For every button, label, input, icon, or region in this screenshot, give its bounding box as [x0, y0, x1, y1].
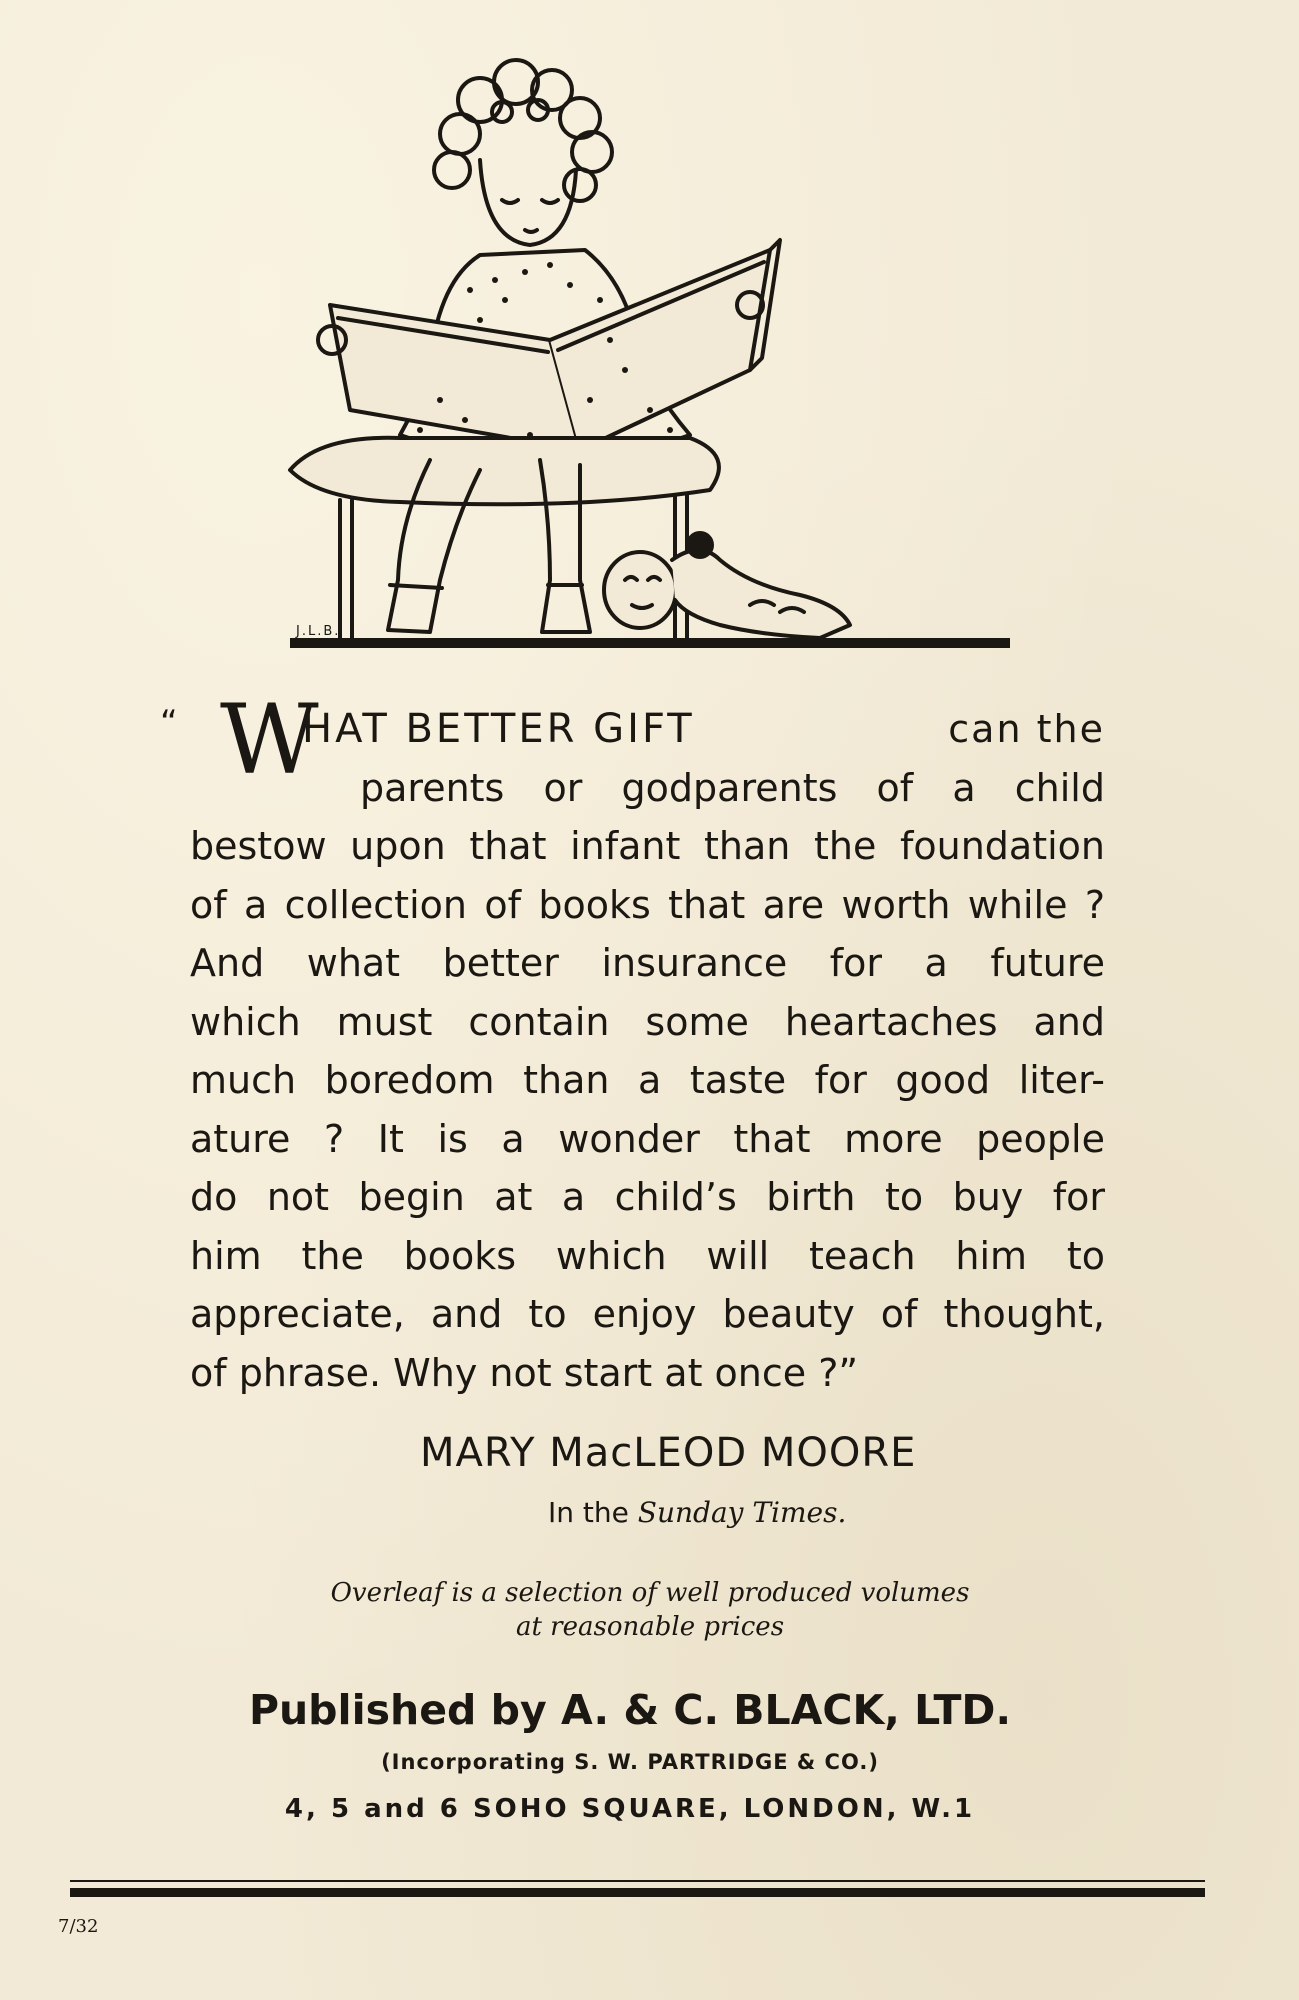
quote-line: much boredom than a taste for good liter-: [190, 1058, 1105, 1102]
quote-source: [548, 1496, 846, 1529]
quote-author: MARY MacLEOD MOORE: [420, 1430, 917, 1476]
quote-line: do not begin at a child’s birth to buy for: [190, 1175, 1105, 1219]
footer-rule-thin: [70, 1880, 1205, 1882]
curly-hair-icon: [434, 60, 612, 201]
quote-lead-rest: can the: [948, 707, 1105, 751]
opening-quote-mark: “: [160, 703, 178, 743]
quote-line: of a collection of books that are worth while ?: [190, 882, 1105, 927]
print-code: 7/32: [58, 1916, 99, 1937]
footer-rule-thick: [70, 1888, 1205, 1897]
quote-line: And what better insurance for a future: [190, 941, 1105, 985]
overleaf-note: [250, 1576, 1050, 1644]
quote-line: him the books which will teach him to: [190, 1233, 1105, 1278]
publisher-incorporating: (Incorporating S. W. PARTRIDGE & CO.): [381, 1750, 879, 1774]
drop-cap: W: [220, 684, 319, 796]
publisher-name: Published by A. & C. BLACK, LTD.: [248, 1686, 1012, 1734]
publisher-address: 4, 5 and 6 SOHO SQUARE, LONDON, W.1: [284, 1794, 976, 1824]
overleaf-line-1: Overleaf is a selection of well produced volumes: [330, 1578, 970, 1608]
quotation: [160, 684, 1105, 1402]
illustrator-signature: J.L.B.: [296, 624, 341, 639]
quote-lead-caps: HAT BETTER GIFT: [302, 706, 695, 752]
overleaf-line-2: at reasonable prices: [515, 1612, 785, 1642]
quote-line: parents or godparents of a child: [360, 765, 1105, 810]
child-reading-illustration: [280, 40, 1020, 660]
source-prefix: In the: [548, 1496, 629, 1529]
quote-line: which must contain some heartaches and: [190, 999, 1105, 1044]
quote-line: of phrase. Why not start at once ?”: [190, 1350, 859, 1395]
quote-line: appreciate, and to enjoy beauty of thought,: [190, 1292, 1105, 1336]
quote-lead-line: [302, 700, 1105, 759]
doll-icon: [604, 533, 850, 638]
quote-line: ature ? It is a wonder that more people: [190, 1116, 1105, 1161]
source-publication: Sunday Times.: [637, 1496, 847, 1529]
quote-line: bestow upon that infant than the foundation: [190, 824, 1105, 868]
